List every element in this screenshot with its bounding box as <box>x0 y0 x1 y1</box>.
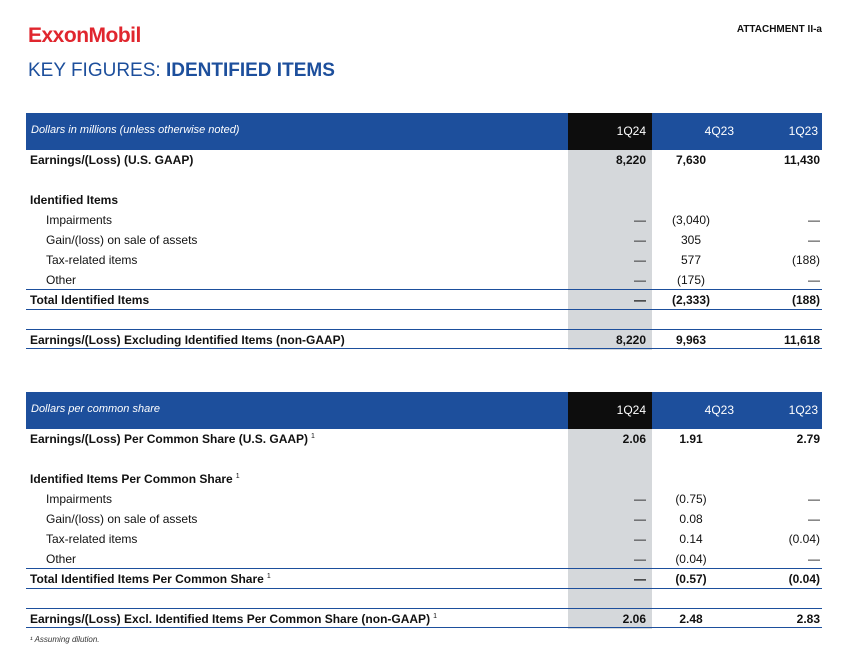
table-row <box>26 210 822 230</box>
row-label: Tax-related items <box>46 532 138 546</box>
row-label <box>30 572 271 586</box>
row-label: Impairments <box>46 492 113 506</box>
cell-value: (175) <box>676 273 705 287</box>
row-label: Total Identified Items <box>30 293 150 307</box>
footnote-marker: 1 <box>266 573 271 580</box>
column-header: 1Q23 <box>788 403 818 417</box>
cell-value: (2,333) <box>671 293 711 307</box>
row-label: Identified Items <box>30 193 119 207</box>
cell-value: 8,220 <box>615 153 646 167</box>
cell-value: (188) <box>791 293 820 307</box>
cell-value: 11,430 <box>783 153 820 167</box>
footnote-marker: 1 <box>235 473 240 480</box>
title-plain: KEY FIGURES: <box>28 60 166 81</box>
header-label: Dollars in millions (unless otherwise noted) <box>31 124 240 136</box>
cell-value: 7,630 <box>675 153 707 167</box>
row-label: Tax-related items <box>46 253 138 267</box>
cell-value: — <box>634 293 646 307</box>
row-label-text: Earnings/(Loss) Per Common Share (U.S. GAAP) <box>30 432 309 446</box>
row-label: Other <box>46 552 77 566</box>
table-row <box>26 250 822 270</box>
cell-value: — <box>634 233 646 247</box>
cell-value: 0.14 <box>679 532 703 546</box>
row-label-text: Earnings/(Loss) Excl. Identified Items Per Common Share (non-GAAP) <box>30 612 431 626</box>
column-header: 4Q23 <box>704 124 734 138</box>
cell-value: — <box>634 273 646 287</box>
cell-value: — <box>634 253 646 267</box>
row-label: Other <box>46 273 77 287</box>
footnote-marker: 1 <box>311 433 315 440</box>
column-header: 1Q24 <box>568 392 652 429</box>
footnote: ¹ Assuming dilution. <box>30 635 100 644</box>
cell-value: (3,040) <box>671 213 711 227</box>
cell-value: 2.48 <box>679 612 703 626</box>
row-label: Earnings/(Loss) (U.S. GAAP) <box>30 153 194 167</box>
cell-value: 2.79 <box>796 432 820 446</box>
cell-value: 0.08 <box>679 512 703 526</box>
cell-value: — <box>808 512 820 526</box>
cell-value: — <box>634 552 646 566</box>
cell-value: — <box>808 492 820 506</box>
cell-value: (0.75) <box>675 492 707 506</box>
cell-value: (0.04) <box>788 532 820 546</box>
cell-value: (188) <box>791 253 820 267</box>
cell-value: (0.57) <box>675 572 707 586</box>
table-row <box>26 150 822 170</box>
cell-value: — <box>808 213 820 227</box>
table-row <box>26 230 822 250</box>
footnote-marker: 1 <box>433 613 437 620</box>
row-label <box>30 472 240 486</box>
header-label: Dollars per common share <box>31 403 160 415</box>
cell-value: (0.04) <box>675 552 707 566</box>
attachment-label: ATTACHMENT II-a <box>736 24 822 35</box>
row-label <box>30 612 437 626</box>
exxonmobil-logo: ExxonMobil <box>28 24 141 47</box>
row-label: Gain/(loss) on sale of assets <box>46 233 198 247</box>
table-header <box>26 392 822 429</box>
table-row <box>26 270 822 290</box>
row-label: Gain/(loss) on sale of assets <box>46 512 198 526</box>
row-label: Earnings/(Loss) Excluding Identified Items (non-GAAP) <box>30 333 345 347</box>
cell-value: — <box>808 552 820 566</box>
cell-value: — <box>808 233 820 247</box>
table-header <box>26 113 822 150</box>
cell-value: — <box>634 512 646 526</box>
cell-value: — <box>634 572 646 586</box>
cell-value: — <box>634 492 646 506</box>
cell-value: 305 <box>680 233 702 247</box>
column-header: 4Q23 <box>704 403 734 417</box>
table-row <box>26 489 822 509</box>
total-row <box>26 569 822 589</box>
section-heading <box>26 190 822 210</box>
total-row <box>26 290 822 310</box>
cell-value: 2.06 <box>622 612 646 626</box>
cell-value: — <box>808 273 820 287</box>
column-header: 1Q24 <box>568 113 652 150</box>
cell-value: 9,963 <box>675 333 707 347</box>
table-row <box>26 549 822 569</box>
cell-value: 577 <box>680 253 702 267</box>
cell-value: 8,220 <box>615 333 646 347</box>
total-row <box>26 329 822 349</box>
section-heading <box>26 469 822 489</box>
title-bold: IDENTIFIED ITEMS <box>165 60 335 81</box>
row-label-text: Identified Items Per Common Share <box>30 472 233 486</box>
row-label: Impairments <box>46 213 113 227</box>
row-label-text: Total Identified Items Per Common Share <box>30 572 264 586</box>
total-row <box>26 608 822 628</box>
column-header: 1Q23 <box>788 124 818 138</box>
cell-value: 1.91 <box>679 432 703 446</box>
cell-value: 2.83 <box>796 612 820 626</box>
cell-value: (0.04) <box>788 572 820 586</box>
cell-value: — <box>634 532 646 546</box>
row-label <box>30 432 315 446</box>
cell-value: 2.06 <box>622 432 646 446</box>
cell-value: 11,618 <box>783 333 820 347</box>
table-row <box>26 529 822 549</box>
table-row <box>26 509 822 529</box>
page-title <box>28 60 335 82</box>
cell-value: — <box>634 213 646 227</box>
table-row <box>26 429 822 449</box>
